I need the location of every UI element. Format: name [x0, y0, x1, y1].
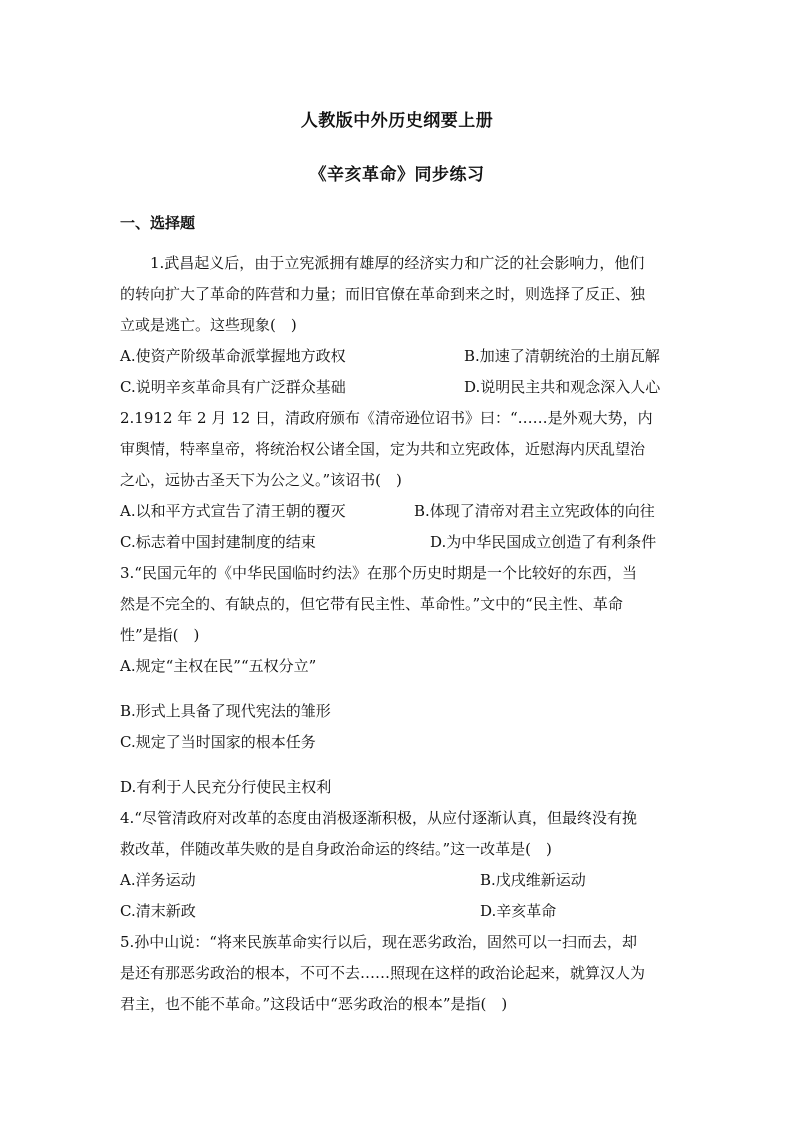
q1-option-c: C.说明辛亥革命具有广泛群众基础 — [120, 378, 346, 396]
q5-stem-line-3: 君主，也不能不革命。”这段话中“恶劣政治的根本”是指( ) — [120, 995, 508, 1013]
q5-stem-line-1: 5.孙中山说：“将来民族革命实行以后，现在恶劣政治，固然可以一扫而去，却 — [120, 933, 637, 951]
q3-stem-line-1: 3.“民国元年的《中华民国临时约法》在那个历史时期是一个比较好的东西，当 — [120, 564, 637, 582]
q4-option-b: B.戊戌维新运动 — [480, 871, 586, 889]
q1-option-b: B.加速了清朝统治的土崩瓦解 — [464, 347, 660, 365]
q2-option-a: A.以和平方式宣告了清王朝的覆灭 — [120, 502, 346, 520]
q1-stem-line-1: 1.武昌起义后，由于立宪派拥有雄厚的经济实力和广泛的社会影响力，他们 — [120, 254, 645, 272]
q3-stem-line-2: 然是不完全的、有缺点的，但它带有民主性、革命性。”文中的“民主性、革命 — [120, 595, 623, 613]
q2-stem-line-2: 审舆情，特率皇帝，将统治权公诸全国，定为共和立宪政体，近慰海内厌乱望治 — [120, 440, 646, 458]
q1-stem-line-3: 立或是逃亡。这些现象( ) — [120, 316, 297, 334]
q2-option-b: B.体现了清帝对君主立宪政体的向往 — [414, 502, 655, 520]
q3-option-a: A.规定“主权在民”“五权分立” — [120, 657, 317, 675]
q2-stem-line-3: 之心，远协古圣天下为公之义。”该诏书( ) — [120, 471, 402, 489]
q1-option-a: A.使资产阶级革命派掌握地方政权 — [120, 347, 346, 365]
q2-option-c: C.标志着中国封建制度的结束 — [120, 533, 316, 551]
q5-stem-line-2: 是还有那恶劣政治的根本，不可不去……照现在这样的政治论起来，就算汉人为 — [120, 964, 646, 982]
q3-option-d: D.有利于人民充分行使民主权利 — [120, 778, 332, 796]
q4-stem-line-2: 救改革，伴随改革失败的是自身政治命运的终结。”这一改革是( ) — [120, 840, 552, 858]
document-subtitle: 《辛亥革命》同步练习 — [309, 165, 485, 185]
q4-option-a: A.洋务运动 — [120, 871, 196, 889]
q1-option-d: D.说明民主共和观念深入人心 — [464, 378, 661, 396]
q4-option-d: D.辛亥革命 — [480, 902, 557, 920]
q3-option-c: C.规定了当时国家的根本任务 — [120, 733, 316, 751]
q1-stem-line-2: 的转向扩大了革命的阵营和力量；而旧官僚在革命到来之时，则选择了反正、独 — [120, 285, 646, 303]
q2-stem-line-1: 2.1912 年 2 月 12 日，清政府颁布《清帝逊位诏书》曰：“……是外观大势，内 — [120, 409, 653, 427]
q3-stem-line-3: 性”是指( ) — [120, 626, 200, 644]
q4-stem-line-1: 4.“尽管清政府对改革的态度由消极逐渐积极，从应付逐渐认真，但最终没有挽 — [120, 809, 637, 827]
q2-option-d: D.为中华民国成立创造了有利条件 — [430, 533, 657, 551]
q3-option-b: B.形式上具备了现代宪法的雏形 — [120, 702, 331, 720]
section-heading: 一、选择题 — [120, 214, 196, 232]
q4-option-c: C.清末新政 — [120, 902, 196, 920]
document-title: 人教版中外历史纲要上册 — [300, 111, 494, 131]
